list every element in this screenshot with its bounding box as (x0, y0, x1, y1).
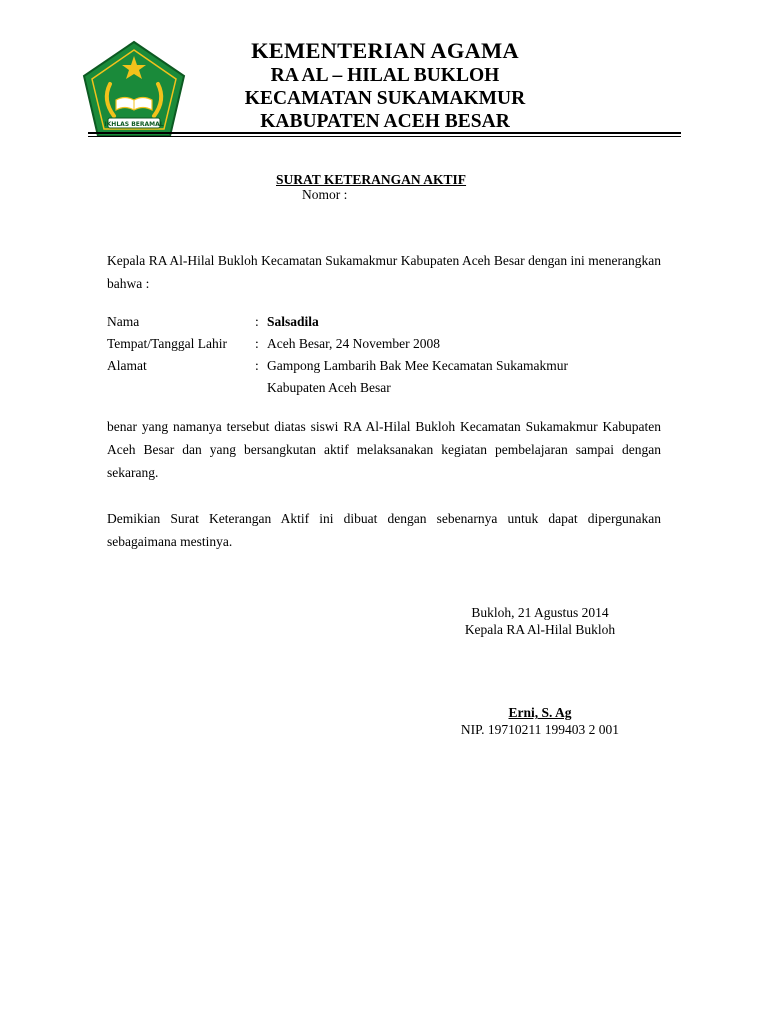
intro-paragraph: Kepala RA Al-Hilal Bukloh Kecamatan Sukamakmur Kabupaten Aceh Besar dengan ini menerangkan bahwa : (107, 253, 661, 291)
letter-title: SURAT KETERANGAN AKTIF (276, 172, 467, 187)
field-separator: : (255, 314, 259, 329)
regency-name: KABUPATEN ACEH BESAR (260, 111, 510, 132)
letter-number-label: Nomor : (302, 187, 348, 202)
field-value-address: Gampong Lambarih Bak Mee Kecamatan Sukamakmur (267, 358, 569, 373)
field-value-birth: Aceh Besar, 24 November 2008 (267, 336, 441, 351)
statement-paragraph: benar yang namanya tersebut diatas siswi RA Al-Hilal Bukloh Kecamatan Sukamakmur Kabupaten Aceh Besar dan yang bersangkutan aktif melaksanakan kegiatan pembelajaran sampai dengan sekarang. (107, 419, 661, 480)
signature-name: Erni, S. Ag (508, 705, 572, 720)
signature-place-date: Bukloh, 21 Agustus 2014 (471, 605, 609, 620)
field-value-name: Salsadila (267, 314, 319, 329)
field-separator: : (255, 358, 259, 373)
field-label: Nama (107, 314, 140, 329)
letterhead (200, 38, 570, 133)
field-separator: : (255, 336, 259, 351)
signature-position: Kepala RA Al-Hilal Bukloh (464, 622, 616, 637)
ministry-name: KEMENTERIAN AGAMA (251, 38, 519, 63)
field-value-address-cont: Kabupaten Aceh Besar (267, 380, 391, 395)
signature-nip: NIP. 19710211 199403 2 001 (460, 722, 620, 737)
logo-motto: IKHLAS BERAMAL (104, 121, 164, 128)
field-label: Tempat/Tanggal Lahir (107, 336, 227, 351)
letterhead-divider-thin (88, 136, 681, 137)
field-label: Alamat (107, 358, 147, 373)
kemenag-logo-icon (80, 40, 188, 140)
school-name: RA AL – HILAL BUKLOH (270, 65, 500, 86)
district-name: KECAMATAN SUKAMAKMUR (244, 88, 526, 109)
closing-paragraph: Demikian Surat Keterangan Aktif ini dibuat dengan sebenarnya untuk dapat dipergunakan sebagaimana mestinya. (107, 511, 661, 549)
letterhead-divider-thick (88, 132, 681, 134)
